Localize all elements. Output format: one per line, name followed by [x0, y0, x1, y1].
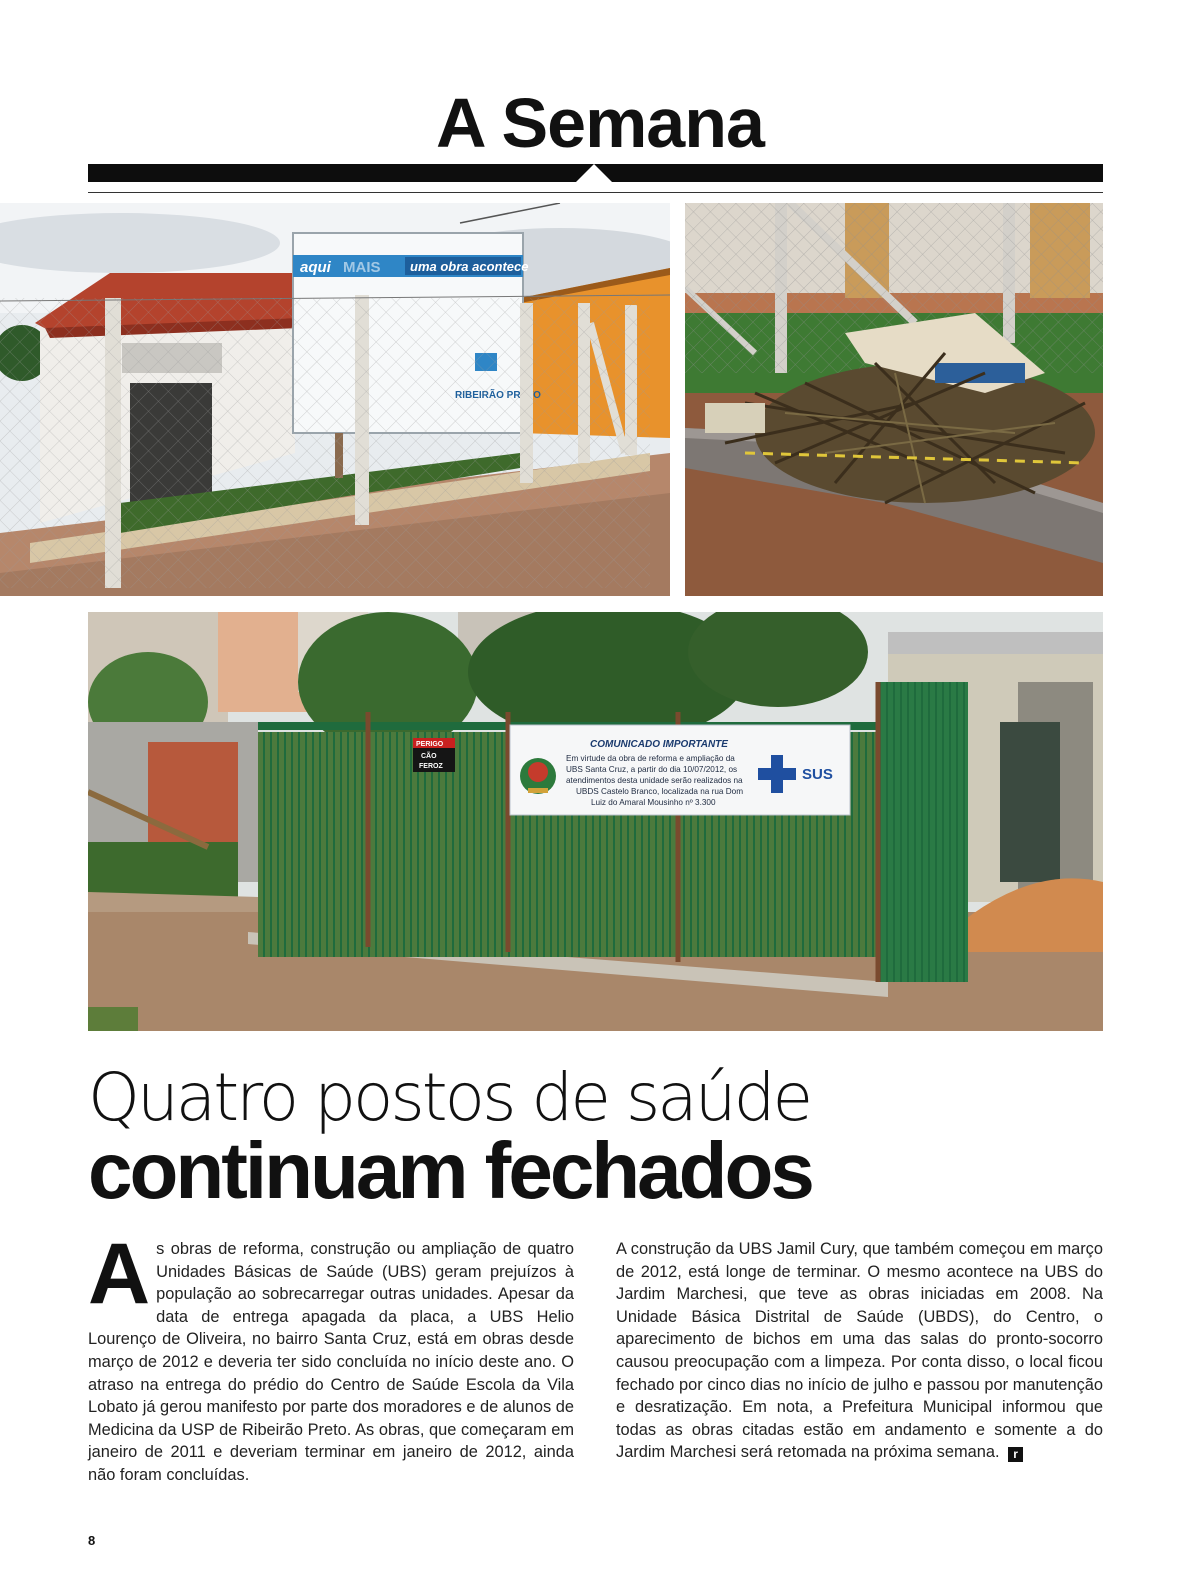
dog-sign-cao: CÃO [421, 753, 437, 760]
article-right-text: A construção da UBS Jamil Cury, que também começou em março de 2012, está longe de terminar. O mesmo acontece na UBS do Jardim Marchesi, que teve as obras iniciadas em 2008. Na Unidade Básica Distrital de Saúde (UBDS), do Centro, o aparecimento de bichos em uma das salas do pronto-socorro causou preocupação com a limpeza. Por conta disso, o local ficou fechado por cinco dias no início de julho e passou por manutenção e desratização. Em nota, a Prefeitura Municipal informou que todas as obras citadas estão em andamento e somente a do Jardim Marchesi será retomada na próxima semana. [616, 1240, 1103, 1462]
photo-fenced-ubs-santa-cruz [88, 612, 1103, 1031]
dog-sign-feroz: FEROZ [419, 763, 443, 770]
headline-line-2: continuam fechados [88, 1126, 812, 1215]
banner-line-2: UBS Santa Cruz, a partir do dia 10/07/2012, os [566, 765, 738, 774]
header-thin-rule [88, 192, 1103, 193]
photo-debris-pile [685, 203, 1103, 596]
banner-line-4: UBDS Castelo Branco, localizada na rua Dom [576, 787, 744, 796]
banner-title: COMUNICADO IMPORTANTE [590, 739, 728, 750]
headline-line-1: Quatro postos de saúde [88, 1059, 811, 1136]
header-rule-notch [576, 164, 612, 182]
sus-logo-text: SUS [802, 766, 833, 783]
page-number: 8 [88, 1533, 96, 1548]
article-left-text: s obras de reforma, construção ou ampliação de quatro Unidades Básicas de Saúde (UBS) geram prejuízos à população ao sobrecarregar outras unidades. Apesar da data de entrega apagada da placa, a UBS Helio Lourenço de Oliveira, no bairro Santa Cruz, está em obras desde março de 2012 e deveria ter sido concluída no início deste ano. O atraso na entrega do prédio do Centro de Saúde Escola da Vila Lobato já gerou manifesto por parte dos moradores e de alunos de Medicina da USP de Ribeirão Preto. As obras, que começaram em janeiro de 2011 e deveriam terminar em janeiro de 2012, ainda não foram concluídas. [88, 1240, 574, 1484]
article-column-left [88, 1226, 574, 1487]
photo-ubs-construction-billboard [0, 203, 670, 596]
banner-line-1: Em virtude da obra de reforma e ampliação da [566, 754, 735, 763]
billboard-uma-obra: uma obra acontece [410, 259, 529, 274]
section-title: A Semana [436, 84, 764, 162]
article-column-right [616, 1238, 1103, 1464]
banner-line-3: atendimentos desta unidade serão realizados na [566, 776, 743, 785]
article-dropcap: A [88, 1226, 151, 1322]
article-end-mark-icon: r [1008, 1447, 1023, 1462]
billboard-aqui: aqui [300, 259, 331, 276]
billboard-mais: MAIS [343, 259, 381, 276]
banner-line-5: Luiz do Amaral Mousinho nº 3.300 [591, 798, 716, 807]
dog-sign-perigo: PERIGO [416, 741, 444, 748]
